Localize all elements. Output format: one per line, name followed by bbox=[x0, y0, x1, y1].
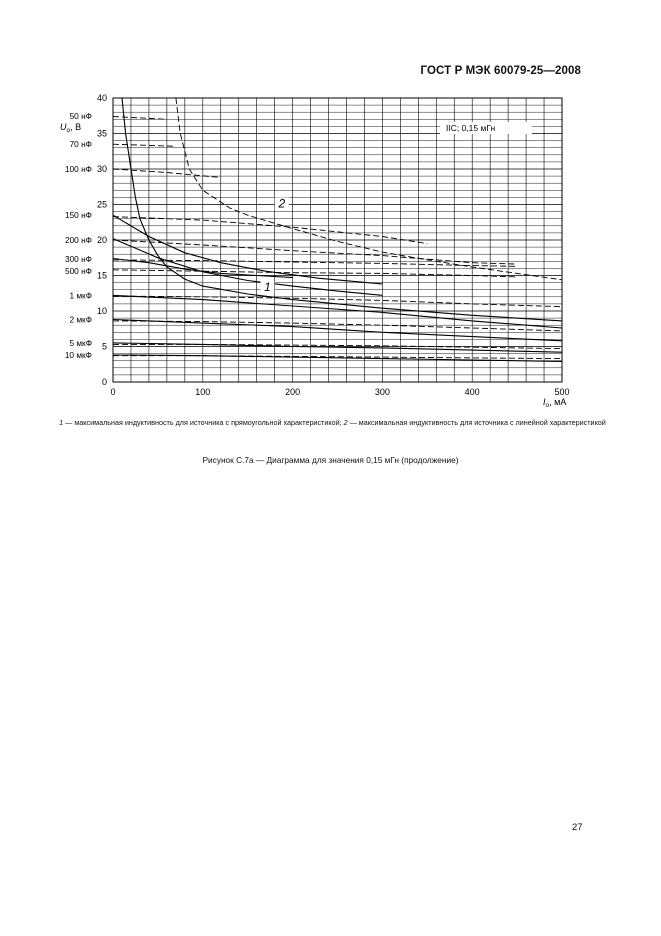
figure-caption: Рисунок С.7а — Диаграмма для значения 0,15 мГн (продолжение) bbox=[202, 455, 459, 465]
capacitance-label: 2 мкФ bbox=[69, 314, 92, 325]
curve-label: 2 bbox=[278, 196, 286, 211]
capacitance-label: 50 нФ bbox=[69, 110, 92, 121]
capacitance-label: 150 нФ bbox=[64, 210, 92, 221]
chart-series bbox=[113, 98, 562, 361]
y-tick-label: 0 bbox=[101, 377, 107, 387]
y-tick-label: 5 bbox=[101, 341, 107, 352]
legend-text-2: — максимальная индуктивность для источника с линейной характеристикой bbox=[347, 418, 606, 427]
x-tick-label: 500 bbox=[554, 387, 570, 397]
page-number: 27 bbox=[572, 822, 583, 833]
y-tick-label: 35 bbox=[96, 128, 107, 139]
capacitance-label: 500 нФ bbox=[64, 266, 92, 277]
capacitance-label: 10 мкФ bbox=[64, 350, 92, 361]
x-tick-label: 0 bbox=[110, 387, 116, 397]
capacitance-label: 1 мкФ bbox=[69, 290, 92, 301]
series-line bbox=[113, 296, 562, 307]
legend-num-1: 1 bbox=[59, 418, 64, 427]
x-tick-label: 400 bbox=[464, 387, 480, 397]
y-axis-label: $U_o$, В bbox=[60, 122, 82, 134]
y-tick-label: 40 bbox=[96, 93, 107, 103]
y-tick-label: 25 bbox=[96, 199, 107, 210]
capacitance-label: 70 нФ bbox=[69, 139, 92, 150]
capacitance-label: 300 нФ bbox=[64, 254, 92, 265]
curve-label: 1 bbox=[264, 280, 271, 295]
series-line bbox=[113, 240, 517, 264]
x-tick-label: 100 bbox=[195, 387, 211, 397]
series-line bbox=[113, 215, 382, 284]
y-tick-label: 10 bbox=[96, 306, 107, 316]
y-tick-label: 15 bbox=[96, 270, 107, 281]
capacitance-labels bbox=[65, 111, 92, 360]
series-line bbox=[113, 295, 562, 328]
chart-grid bbox=[113, 98, 562, 382]
capacitance-label: 5 мкФ bbox=[69, 337, 92, 348]
capacitance-label: 200 нФ bbox=[64, 235, 92, 245]
series-line bbox=[113, 144, 176, 146]
legend-text-1: — максимальная индуктивность для источника с прямоугольной характеристикой; bbox=[63, 418, 344, 427]
series-line bbox=[113, 117, 167, 120]
series-line bbox=[113, 217, 427, 244]
document-header: ГОСТ Р МЭК 60079-25—2008 bbox=[420, 65, 581, 77]
legend-num-2: 2 bbox=[343, 418, 348, 427]
x-axis-label: $I_o$, мА bbox=[543, 397, 567, 409]
y-tick-label: 20 bbox=[96, 235, 107, 245]
x-tick-label: 300 bbox=[374, 387, 390, 397]
x-tick-label: 200 bbox=[285, 387, 301, 397]
chart-legend-text bbox=[40, 417, 625, 428]
chart-title: IIC; 0,15 мГн bbox=[446, 123, 496, 133]
capacitance-label: 100 нФ bbox=[64, 164, 92, 174]
y-tick-label: 30 bbox=[96, 164, 107, 174]
voltage-current-chart bbox=[0, 0, 661, 440]
